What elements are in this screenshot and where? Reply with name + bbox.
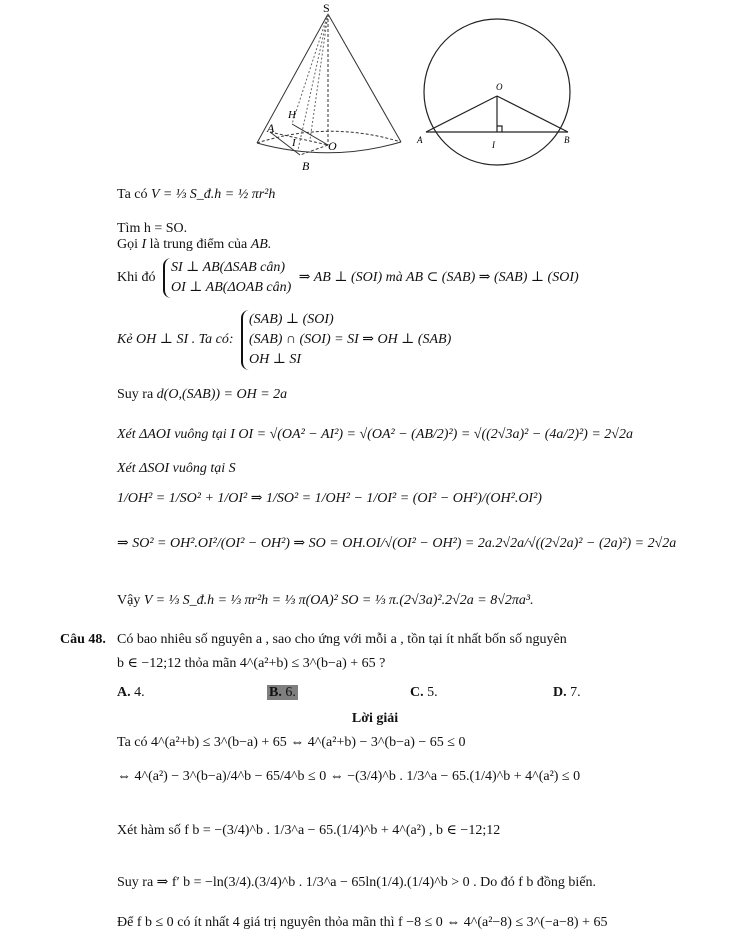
perpendicular-system-line <box>117 258 579 298</box>
vay-label: Vậy <box>117 593 141 608</box>
step-5-mid: có ít nhất 4 giá trị nguyên thỏa mãn thì <box>177 915 395 930</box>
cone-label-a: A <box>267 121 275 135</box>
cone-label-b: B <box>302 159 310 173</box>
step-1-pre: Ta có <box>117 735 148 750</box>
solution-step-1 <box>117 734 465 752</box>
circle-drawing <box>424 19 570 165</box>
option-a[interactable] <box>117 684 145 702</box>
cone-label-h: H <box>288 109 296 121</box>
circle-figure <box>412 10 582 170</box>
cone-figure <box>250 0 410 175</box>
oh-system-row-1: (SAB) ⊥ (SOI) <box>248 312 334 327</box>
solution-step-3 <box>117 822 500 840</box>
step-5-end: f −8 ≤ 0 ⇔ 4^(a²−8) ≤ 3^(−a−8) + 65 <box>398 915 608 930</box>
midpoint-ab: AB. <box>250 237 272 252</box>
circle-label-o: O <box>496 82 503 92</box>
option-b-highlight <box>267 685 298 700</box>
oh-system-row-2: (SAB) ∩ (SOI) = SI ⇒ OH ⊥ (SAB) <box>248 332 452 347</box>
inverse-square-line: 1/OH² = 1/SO² + 1/OI² ⇒ 1/SO² = 1/OH² − 1/OI² = (OI² − OH²)/(OH².OI²) <box>117 491 542 506</box>
distance-formula: d(O,(SAB)) = OH = 2a <box>156 387 288 402</box>
option-c[interactable] <box>410 684 438 702</box>
cone-drawing <box>257 14 401 155</box>
system-row-1: SI ⊥ AB(ΔSAB cân) <box>171 260 286 275</box>
midpoint-post: là trung điểm của <box>149 237 248 252</box>
midpoint-i: I <box>141 237 147 252</box>
midpoint-pre: Gọi <box>117 237 138 252</box>
option-a-value: 4. <box>134 685 145 700</box>
volume-result-line <box>117 592 534 610</box>
oi-formula: OI = √(OA² − AI²) = √(OA² − (AB/2)²) = √((2√3a)² − (4a/2)²) = 2√2a <box>238 427 633 442</box>
midpoint-line <box>117 236 271 254</box>
volume-formula-line <box>117 186 275 204</box>
solution-heading: Lời giải <box>351 711 399 726</box>
ta-co-label: Ta có <box>117 187 148 202</box>
option-d[interactable] <box>553 684 581 702</box>
solution-step-2: ⇔ 4^(a²) − 3^(b−a)/4^b − 65/4^b ≤ 0 ⇔ −(3/4)^b . 1/3^a − 65.(1/4)^b + 4^(a²) ≤ 0 <box>117 769 581 784</box>
step-5-math: f b ≤ 0 <box>136 915 174 930</box>
oh-system-line <box>117 310 455 370</box>
option-c-value: 5. <box>427 685 438 700</box>
option-b-label: B. <box>269 685 282 700</box>
find-h-line: Tìm h = SO. <box>117 221 188 236</box>
step-3-math: f b = −(3/4)^b . 1/3^a − 65.(1/4)^b + 4^(a²) , b ∈ −12;12 <box>184 823 501 838</box>
step-4-post: . Do đó f b đồng biến. <box>473 875 597 890</box>
option-a-label: A. <box>117 685 131 700</box>
question-text-2: b ∈ −12;12 thỏa mãn 4^(a²+b) ≤ 3^(b−a) + 65 ? <box>117 656 386 671</box>
distance-line <box>117 386 287 404</box>
volume-result: V = ⅓ S_đ.h = ⅓ πr²h = ⅓ π(OA)² SO = ⅓ π.(2√3a)².2√2a = 8√2πa³. <box>143 593 534 608</box>
cone-label-s: S <box>323 1 330 15</box>
oh-system <box>241 310 451 370</box>
triangle-soi-line: Xét ΔSOI vuông tại S <box>117 461 236 476</box>
suy-ra-label: Suy ra <box>117 387 154 402</box>
volume-formula: V = ⅓ S_đ.h = ½ πr²h <box>151 187 276 202</box>
step-1-math: 4^(a²+b) ≤ 3^(b−a) + 65 ⇔ 4^(a²+b) − 3^(b−a) − 65 ≤ 0 <box>151 735 466 750</box>
step-4-pre: Suy ra <box>117 875 154 890</box>
oh-system-row-3: OH ⊥ SI <box>248 352 302 367</box>
ke-oh-label: Kẻ OH ⊥ SI . Ta có: <box>117 332 234 348</box>
question-number: Câu 48. <box>60 632 106 647</box>
option-c-label: C. <box>410 685 424 700</box>
circle-label-a: A <box>417 135 423 145</box>
triangle-aoi-label: Xét ΔAOI vuông tại I <box>117 427 235 442</box>
oi-line <box>117 426 633 444</box>
step-4-math: ⇒ f′ b = −ln(3/4).(3/4)^b . 1/3^a − 65ln(1/4).(1/4)^b > 0 <box>156 875 470 890</box>
cone-label-i: I <box>292 137 296 149</box>
option-d-label: D. <box>553 685 567 700</box>
step-5-pre: Để <box>117 915 134 930</box>
step-3-pre: Xét hàm số <box>117 823 181 838</box>
circle-label-b: B <box>564 135 570 145</box>
solution-step-4 <box>117 874 596 892</box>
system-row-2: OI ⊥ AB(ΔOAB cân) <box>171 280 292 295</box>
question-text-1: Có bao nhiêu số nguyên a , sao cho ứng với mỗi a , tồn tại ít nhất bốn số nguyên <box>117 632 567 647</box>
plane-conclusion: ⇒ AB ⊥ (SOI) mà AB ⊂ (SAB) ⇒ (SAB) ⊥ (SOI) <box>298 270 579 286</box>
cone-label-o: O <box>328 139 337 153</box>
option-b-value: 6. <box>285 685 296 700</box>
so-formula-line: ⇒ SO² = OH².OI²/(OI² − OH²) ⇒ SO = OH.OI/√(OI² − OH²) = 2a.2√2a/√((2√2a)² − (2a)²) = 2√2a <box>117 536 677 551</box>
option-b[interactable] <box>267 684 298 702</box>
circle-label-i: I <box>492 140 495 150</box>
option-d-value: 7. <box>570 685 581 700</box>
perpendicular-system <box>163 258 291 298</box>
solution-step-5 <box>117 914 607 932</box>
khi-do-label: Khi đó <box>117 270 156 286</box>
